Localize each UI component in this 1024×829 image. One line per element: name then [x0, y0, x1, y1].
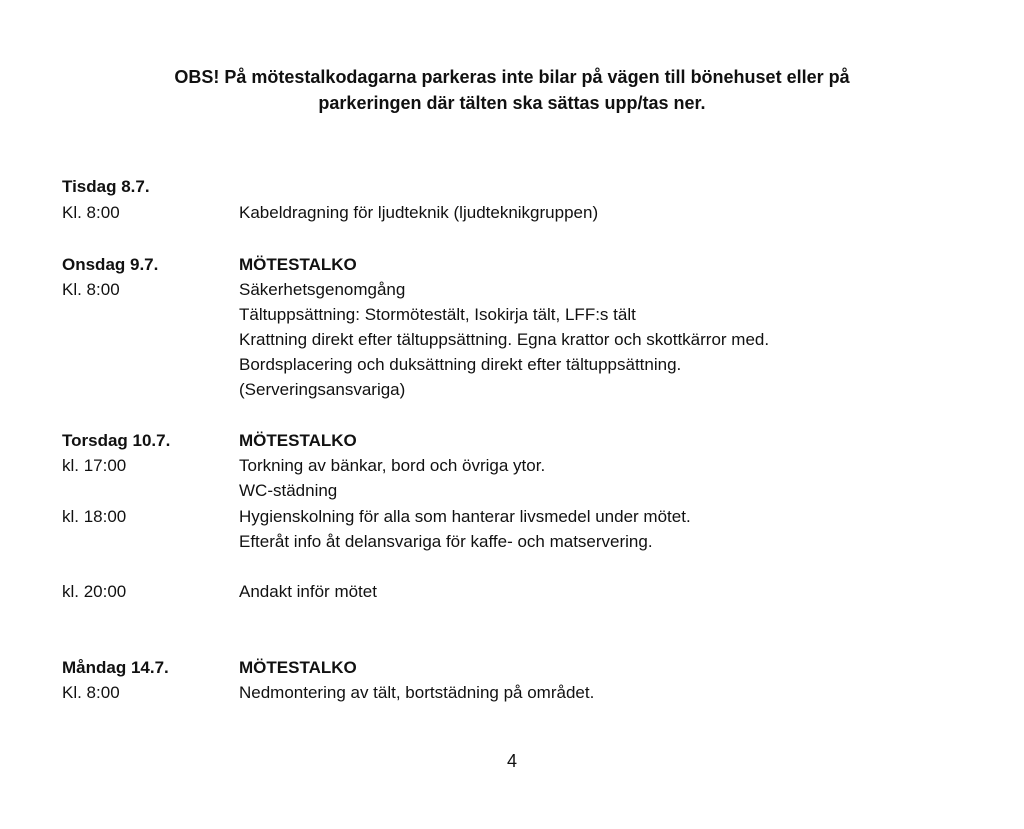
- section-heading-motestalko: MÖTESTALKO: [239, 255, 357, 274]
- schedule-row: [0, 655, 1024, 680]
- day-heading-mandag: Måndag 14.7.: [62, 658, 169, 677]
- schedule-row: [0, 174, 1024, 199]
- schedule-time: kl. 20:00: [62, 582, 127, 601]
- schedule-activity: Bordsplacering och duksättning direkt efter tältuppsättning.: [239, 355, 682, 374]
- schedule-row: [0, 200, 1024, 225]
- parking-notice-line-1: OBS! På mötestalkodagarna parkeras inte bilar på vägen till bönehuset eller på: [174, 67, 850, 87]
- day-heading-torsdag: Torsdag 10.7.: [62, 431, 171, 450]
- schedule-row: [0, 252, 1024, 277]
- schedule-activity: WC-städning: [239, 481, 338, 500]
- schedule-time: kl. 17:00: [62, 456, 127, 475]
- schedule-activity: Efteråt info åt delansvariga för kaffe- och matservering.: [239, 532, 653, 551]
- schedule-row: [0, 504, 1024, 529]
- schedule-row: [0, 302, 1024, 327]
- schedule-row: [0, 327, 1024, 352]
- section-heading-motestalko: MÖTESTALKO: [239, 658, 357, 677]
- schedule-activity: Säkerhetsgenomgång: [239, 280, 406, 299]
- page-number: 4: [506, 751, 517, 771]
- schedule-activity: Tältuppsättning: Stormötestält, Isokirja tält, LFF:s tält: [239, 305, 636, 324]
- schedule-activity: Andakt inför mötet: [239, 582, 377, 601]
- schedule-row: [0, 453, 1024, 478]
- schedule-time: Kl. 8:00: [62, 203, 120, 222]
- schedule-activity: Hygienskolning för alla som hanterar livsmedel under mötet.: [239, 507, 691, 526]
- schedule-activity: Torkning av bänkar, bord och övriga ytor.: [239, 456, 546, 475]
- schedule-row: [0, 680, 1024, 705]
- parking-notice: [0, 64, 1024, 116]
- parking-notice-line-2: parkeringen där tälten ska sättas upp/tas ner.: [318, 93, 706, 113]
- schedule-row: [0, 352, 1024, 377]
- schedule-row: [0, 529, 1024, 554]
- schedule-time: Kl. 8:00: [62, 280, 120, 299]
- section-heading-motestalko: MÖTESTALKO: [239, 431, 357, 450]
- day-heading-tisdag: Tisdag 8.7.: [62, 177, 150, 196]
- schedule-row: [0, 428, 1024, 453]
- schedule-activity: Krattning direkt efter tältuppsättning. Egna krattor och skottkärror med.: [239, 330, 770, 349]
- schedule-activity: Kabeldragning för ljudteknik (ljudteknikgruppen): [239, 203, 599, 222]
- schedule-time: kl. 18:00: [62, 507, 127, 526]
- day-heading-onsdag: Onsdag 9.7.: [62, 255, 159, 274]
- schedule-row: [0, 377, 1024, 402]
- schedule-activity: (Serveringsansvariga): [239, 380, 406, 399]
- schedule-row: [0, 277, 1024, 302]
- schedule-row: [0, 478, 1024, 503]
- schedule-activity: Nedmontering av tält, bortstädning på området.: [239, 683, 595, 702]
- schedule-time: Kl. 8:00: [62, 683, 120, 702]
- schedule-row: [0, 579, 1024, 604]
